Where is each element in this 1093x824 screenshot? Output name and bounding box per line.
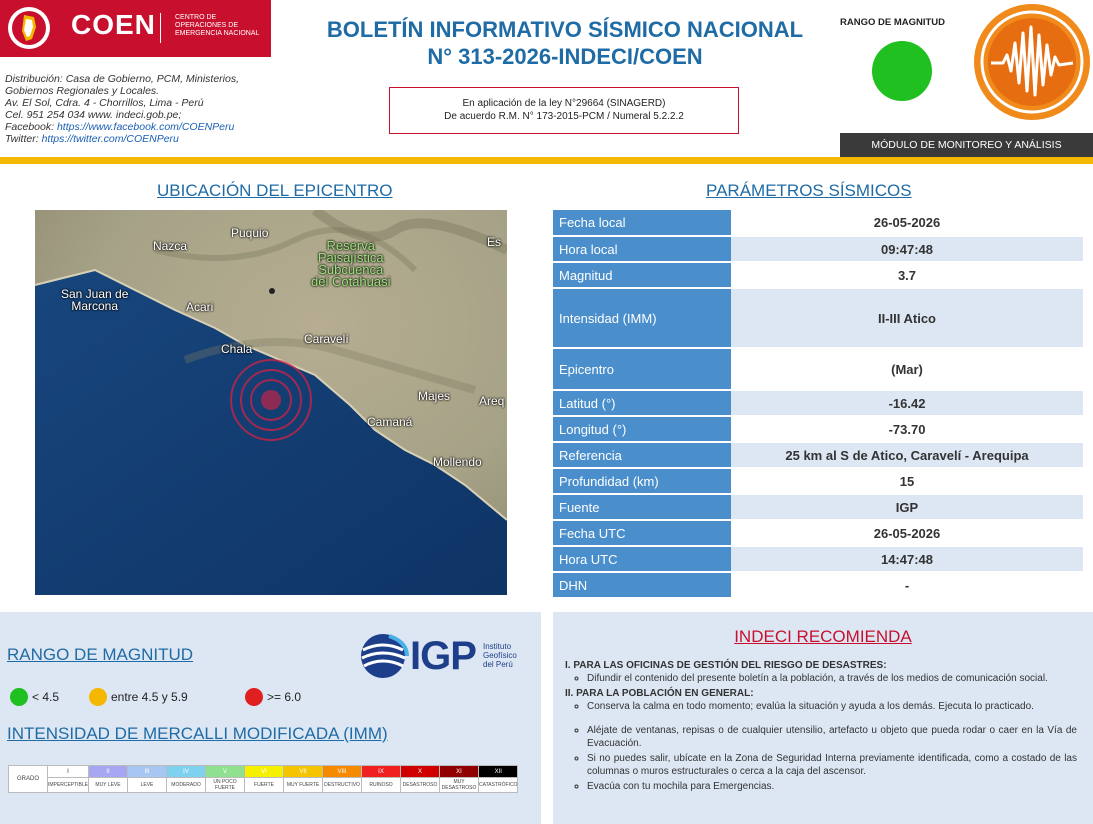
param-value: 09:47:48 [731,236,1083,262]
level-number: IX [362,766,401,778]
param-value: 26-05-2026 [731,210,1083,236]
magnitude-range-title: RANGO DE MAGNITUD [7,645,194,664]
level-number: XI [440,766,479,778]
list-item: ◦ Difundir el contenido del presente boletín a la población, a través de los medios de comunicación social. [587,673,1077,686]
level-desc: DESASTROSO [401,778,440,793]
list-item: ◦ Si no puedes salir, ubícate en la Zona de Seguridad Interna previamente identificada, como a costado de las columnas o muros estructurales o cerca a la caja del ascensor. [587,753,1077,778]
title-line-1: BOLETÍN INFORMATIVO SÍSMICO NACIONAL [326,17,804,42]
green-dot-icon [10,688,28,706]
title-line-2: N° 313-2026-INDECI/COEN [427,44,703,69]
indeci-title: INDECI RECOMIENDA [734,627,912,646]
table-row [553,236,1083,262]
section-list [565,673,1077,686]
level-desc: FUERTE [245,778,284,793]
facebook-label: Facebook: [5,121,57,133]
legend-item-low [10,688,59,706]
param-key: Fecha UTC [553,520,731,546]
map-label-mollendo: Mollendo [433,455,482,469]
level-number: VII [284,766,323,778]
epicenter-section-title: UBICACIÓN DEL EPICENTRO [157,181,393,200]
param-key: Profundidad (km) [553,468,731,494]
table-row [553,416,1083,442]
legend-label: < 4.5 [32,690,60,704]
table-row [553,572,1083,598]
param-value: II-III Atico [731,288,1083,348]
mercalli-header-row [9,766,518,778]
table-row [553,348,1083,390]
map-label-chala: Chala [221,342,253,356]
table-row [553,288,1083,348]
list-item: ◦ Conserva la calma en todo momento; evalúa la situación y ayuda a los demás. Ejecuta lo practicado. [587,701,1077,714]
logo-subtitle: CENTRO DE OPERACIONES DE EMERGENCIA NACIONAL [175,14,260,37]
level-desc: MUY LEVE [89,778,128,793]
legend-item-high [245,688,301,706]
param-value: - [731,572,1083,598]
law-box [389,87,739,134]
igp-subtitle: Instituto Geofísico del Perú [483,642,517,669]
param-key: DHN [553,572,731,598]
map-label-acari: Acari [186,300,214,314]
level-number: XII [479,766,518,778]
level-number: X [401,766,440,778]
map-label-es: Es [487,235,502,249]
level-desc: CATASTRÓFICO [479,778,518,793]
twitter-line [5,133,275,145]
param-key: Hora local [553,236,731,262]
twitter-link[interactable]: https://twitter.com/COENPeru [41,133,179,145]
contact-line: Av. El Sol, Cdra. 4 - Chorrillos, Lima - Perú [5,97,204,109]
page-title [300,16,830,70]
param-key: Referencia [553,442,731,468]
list-item: ◦ Evacúa con tu mochila para Emergencias. [587,781,1077,794]
level-desc: LEVE [128,778,167,793]
level-number: V [206,766,245,778]
param-value: 3.7 [731,262,1083,288]
mercalli-scale-table [8,765,518,793]
level-number: VIII [323,766,362,778]
level-desc: DESTRUCTIVO [323,778,362,793]
legend-label: entre 4.5 y 5.9 [111,690,188,704]
level-desc: MUY FUERTE [284,778,323,793]
level-number: II [89,766,128,778]
level-number: III [128,766,167,778]
epicenter-map[interactable] [35,210,507,595]
map-label-san-juan: San Juan de Marcona [61,287,129,313]
section-list [565,701,1077,794]
param-value: -16.42 [731,390,1083,416]
level-number: IV [167,766,206,778]
seismograph-icon [973,3,1091,121]
map-label-majes: Majes [418,389,451,403]
igp-logo [359,632,517,680]
level-number: I [48,766,89,778]
module-banner: MÓDULO DE MONITOREO Y ANÁLISIS [840,133,1093,157]
map-label-camana: Camaná [367,415,413,429]
params-section-title: PARÁMETROS SÍSMICOS [706,181,912,200]
coen-logo [0,0,271,57]
param-value: IGP [731,494,1083,520]
facebook-line [5,121,275,133]
level-desc: MUY DESASTROSO [440,778,479,793]
level-number: VI [245,766,284,778]
peru-emblem-icon [6,5,52,51]
legend-label: >= 6.0 [267,690,302,704]
recommendations [565,658,1077,797]
seismic-params-table [553,210,1083,599]
table-row [553,468,1083,494]
contact-line: Gobiernos Regionales y Locales. [5,85,160,97]
twitter-label: Twitter: [5,133,42,145]
param-key: Fuente [553,494,731,520]
table-row [553,546,1083,572]
mercalli-desc-row [9,778,518,793]
table-row [553,520,1083,546]
param-key: Longitud (°) [553,416,731,442]
law-line-2: De acuerdo R.M. N° 173-2015-PCM / Numeral 5.2.2.2 [444,111,684,122]
facebook-link[interactable]: https://www.facebook.com/COENPeru [56,121,235,133]
contact-info [5,73,275,145]
contact-line: Cel. 951 254 034 www. indeci.gob.pe; [5,109,182,121]
logo-divider [160,13,161,43]
map-label-areq: Areq [479,394,505,408]
section-heading: II. PARA LA POBLACIÓN EN GENERAL: [565,688,754,699]
table-row [553,390,1083,416]
section-heading: I. PARA LAS OFICINAS DE GESTIÓN DEL RIESGO DE DESASTRES: [565,660,887,671]
map-label-caraveli: Caravelí [304,332,349,346]
param-value: 14:47:48 [731,546,1083,572]
level-desc: RUINOSO [362,778,401,793]
magnitude-range-indicator [872,41,932,101]
param-value: 15 [731,468,1083,494]
header-divider [0,157,1093,164]
red-dot-icon [245,688,263,706]
level-desc: MODERADO [167,778,206,793]
param-key: Latitud (°) [553,390,731,416]
param-key: Epicentro [553,348,731,390]
mercalli-title: INTENSIDAD DE MERCALLI MODIFICADA (IMM) [7,724,388,743]
param-value: 26-05-2026 [731,520,1083,546]
list-item: ◦ Aléjate de ventanas, repisas o de cualquier utensilio, artefacto u objeto que pueda rodar o caer en la Vía de Evacuación. [587,725,1077,750]
param-value: -73.70 [731,416,1083,442]
param-key: Fecha local [553,210,731,236]
table-row [553,442,1083,468]
map-label-puquio: Puquio [231,226,269,240]
yellow-dot-icon [89,688,107,706]
logo-title: COEN [71,9,156,40]
param-value: 25 km al S de Atico, Caravelí - Arequipa [731,442,1083,468]
param-key: Magnitud [553,262,731,288]
contact-line: Distribución: Casa de Gobierno, PCM, Ministerios, [5,73,240,85]
range-label: RANGO DE MAGNITUD [840,17,946,28]
map-label-reserva: Reserva Paisajística Subcuenca del Cotahuasi [311,238,391,289]
table-row [553,262,1083,288]
map-label-nazca: Nazca [153,239,188,253]
grado-label: GRADO [9,766,48,793]
param-value: (Mar) [731,348,1083,390]
legend-item-mid [89,688,188,706]
igp-text: IGP [410,634,476,678]
igp-globe-icon [359,632,409,680]
param-key: Hora UTC [553,546,731,572]
level-desc: UN POCO FUERTE [206,778,245,793]
table-row [553,210,1083,236]
table-row [553,494,1083,520]
level-desc: IMPERCEPTIBLE [48,778,89,793]
law-line-1: En aplicación de la ley N°29664 (SINAGERD) [462,98,666,109]
param-key: Intensidad (IMM) [553,288,731,348]
